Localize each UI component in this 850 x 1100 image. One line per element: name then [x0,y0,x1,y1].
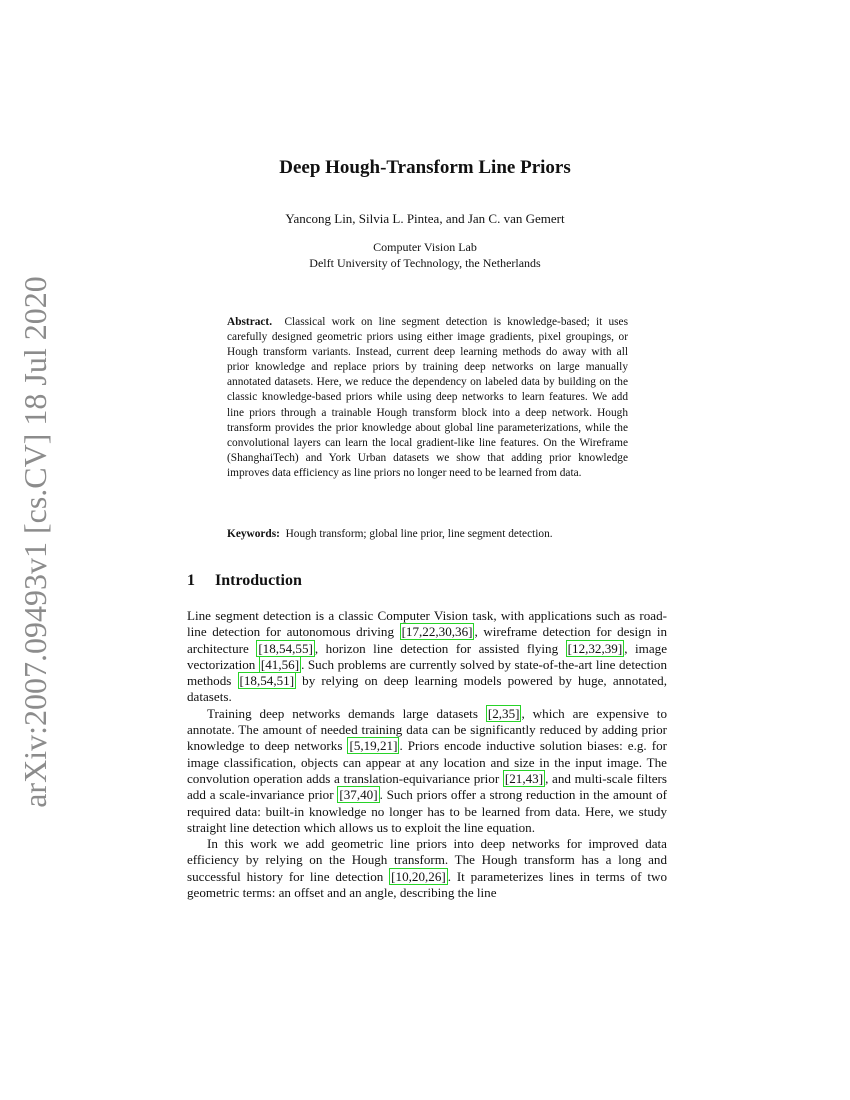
text-span: . Such priors offer a strong reduction in the amount of required data: built-in knowledge no longer has to be learned from data. Here, we study straight line detection which allows us to exploit the line equation. [187,787,667,835]
introduction-body [187,608,667,901]
citation-link[interactable]: [2,35] [487,705,520,721]
citation-link[interactable]: [21,43] [504,770,544,786]
affiliation-lab: Computer Vision Lab [373,240,477,254]
citation-link[interactable]: [18,54,51] [239,673,295,689]
section-heading [187,572,302,590]
citation-link[interactable]: [5,19,21] [349,738,398,754]
citation-link[interactable]: [17,22,30,36] [401,624,473,640]
affiliation-university: Delft University of Technology, the Netherlands [309,256,541,270]
keywords-label: Keywords: [227,528,280,540]
text-span: In this work we add geometric line priors into deep networks for improved data efficiency by relying on the Hough transform. The Hough transform has a long and successful history for line detection [187,836,667,884]
arxiv-stamp: arXiv:2007.09493v1 [cs.CV] 18 Jul 2020 [17,276,53,808]
text-span: , wireframe detection for design in architecture [187,624,668,656]
section-title: Introduction [215,572,302,589]
text-span: , and multi-scale filters add a scale-invariance prior [187,770,668,803]
paragraph [187,836,667,901]
text-span: , which are expensive to annotate. The amount of needed training data can be significantly reduced by adding prior knowledge to deep networks [187,705,667,754]
abstract [227,315,628,481]
paper-title: Deep Hough-Transform Line Priors [279,157,571,178]
authors: Yancong Lin, Silvia L. Pintea, and Jan C. van Gemert [285,211,565,226]
keywords [227,527,647,542]
abstract-text: Classical work on line segment detection is knowledge-based; it uses carefully designed geometric priors using either image gradients, pixel groupings, or Hough transform variants. Instead, current deep learning methods do away with all prior knowledge and replace priors by training deep networks on large manually annotated datasets. Here, we reduce the dependency on labeled data by building on the classic knowledge-based priors while using deep networks to learn features. We add line priors through a trainable Hough transform block into a deep network. Hough transform provides the prior knowledge about global line parameterizations, while the convolutional layers can learn the local gradient-like line features. On the Wireframe (ShanghaiTech) and York Urban datasets we show that adding prior knowledge improves data efficiency as line priors no longer need to be learned from data. [227,316,629,479]
paragraph [187,706,667,836]
text-span: , image vectorization [187,640,667,672]
text-span: , horizon line detection for assisted flying [314,640,566,656]
text-span: by relying on deep learning models powered by huge, annotated, datasets. [187,673,667,705]
text-span: . It parameterizes lines in terms of two geometric terms: an offset and an angle, describing the line [187,868,667,901]
citation-link[interactable]: [37,40] [339,787,378,803]
section-number: 1 [187,572,195,589]
text-span: Training deep networks demands large datasets [207,705,486,721]
paragraph [187,608,667,706]
abstract-label: Abstract. [227,316,273,328]
text-span: . Priors encode inductive solution biases: e.g. for image classification, objects can appear at any location and size in the input image. The convolution operation adds a translation-equivariance prior [187,738,667,786]
citation-link[interactable]: [12,32,39] [567,640,623,656]
text-span: . Such problems are currently solved by state-of-the-art line detection methods [187,656,668,689]
keywords-text: Hough transform; global line prior, line segment detection. [285,528,553,540]
citation-link[interactable]: [41,56] [260,656,300,672]
text-span: Line segment detection is a classic Computer Vision task, with applications such as road-line detection for autonomous driving [187,608,667,640]
citation-link[interactable]: [18,54,55] [258,640,313,656]
citation-link[interactable]: [10,20,26] [391,868,446,884]
